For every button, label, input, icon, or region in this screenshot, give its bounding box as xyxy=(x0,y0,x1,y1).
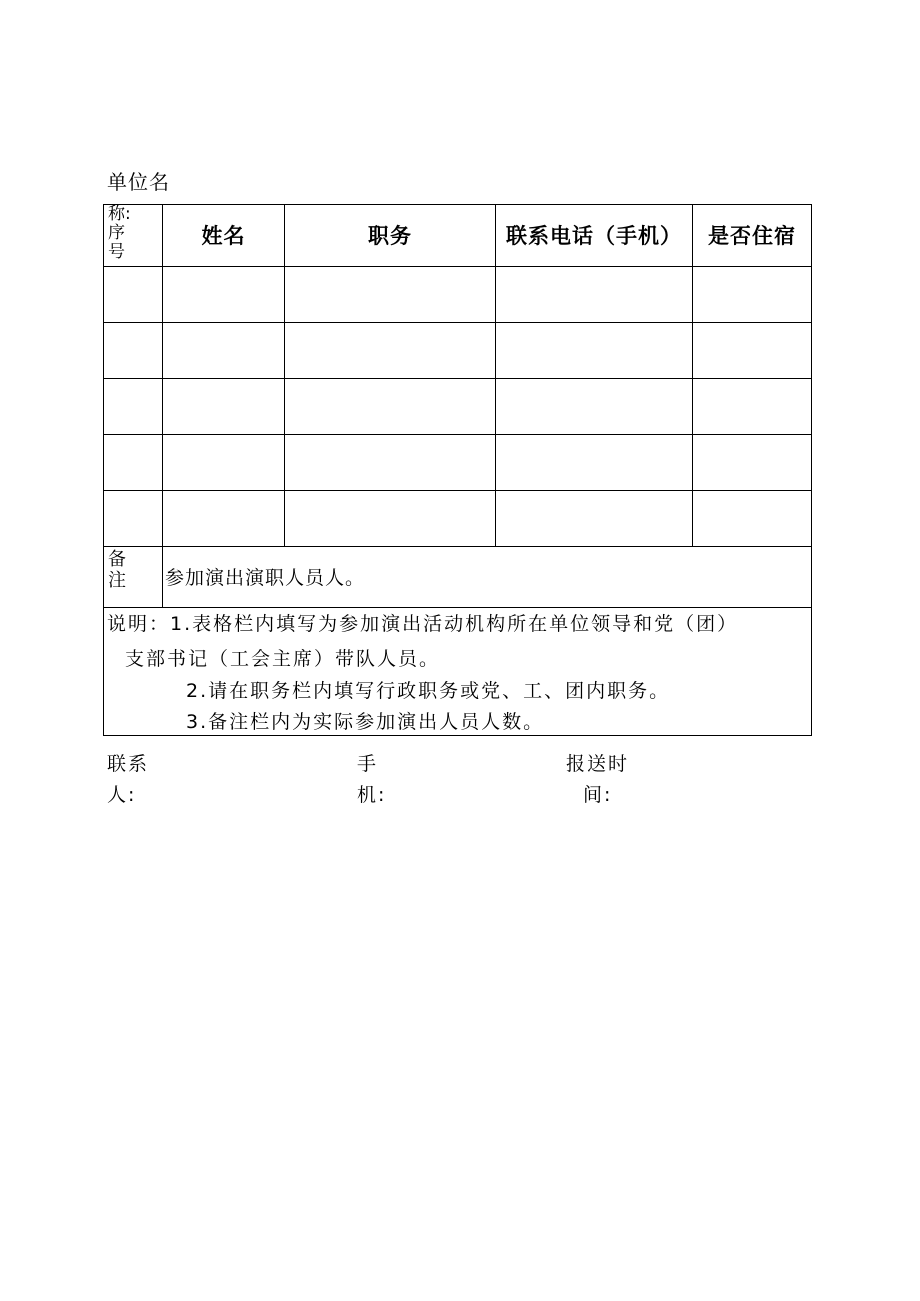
mobile-label-line2: 机: xyxy=(357,784,387,806)
remark-label-line2: 注 xyxy=(108,570,126,591)
header-lodging: 是否住宿 xyxy=(708,224,796,248)
column-divider xyxy=(692,205,693,547)
row-divider xyxy=(104,434,811,435)
row-divider xyxy=(104,322,811,323)
mobile-label-line1: 手 xyxy=(357,753,379,775)
remark-label-line1: 备 xyxy=(108,549,126,570)
row-divider xyxy=(104,490,811,491)
row-divider xyxy=(104,546,811,547)
header-phone: 联系电话（手机） xyxy=(506,224,682,248)
header-name: 姓名 xyxy=(201,224,246,248)
header-serial-line1: 序 xyxy=(108,223,125,243)
submit-time-label-line1: 报送时 xyxy=(566,753,630,775)
column-divider xyxy=(162,205,163,547)
row-divider xyxy=(104,607,811,608)
submit-time-label-line2: 间: xyxy=(583,784,613,806)
header-position: 职务 xyxy=(368,224,412,248)
registration-table xyxy=(103,204,812,736)
contact-person-label-line1: 联系 xyxy=(107,753,150,775)
note-line-1: 说明：1.表格栏内填写为参加演出活动机构所在单位领导和党（团） xyxy=(107,613,739,635)
row-divider xyxy=(104,266,811,267)
note-line-3: 2.请在职务栏内填写行政职务或党、工、团内职务。 xyxy=(186,680,671,702)
unit-name-label: 单位名 xyxy=(107,170,170,194)
remark-divider xyxy=(162,547,163,608)
contact-person-label-line2: 人: xyxy=(107,784,137,806)
header-serial-line2: 号 xyxy=(108,242,125,262)
header-unit-name-suffix: 称: xyxy=(108,204,131,224)
column-divider xyxy=(284,205,285,547)
row-divider xyxy=(104,378,811,379)
column-divider xyxy=(495,205,496,547)
note-line-4: 3.备注栏内为实际参加演出人员人数。 xyxy=(186,711,545,733)
note-line-2: 支部书记（工会主席）带队人员。 xyxy=(125,648,441,670)
remark-text: 参加演出演职人员人。 xyxy=(165,567,366,589)
